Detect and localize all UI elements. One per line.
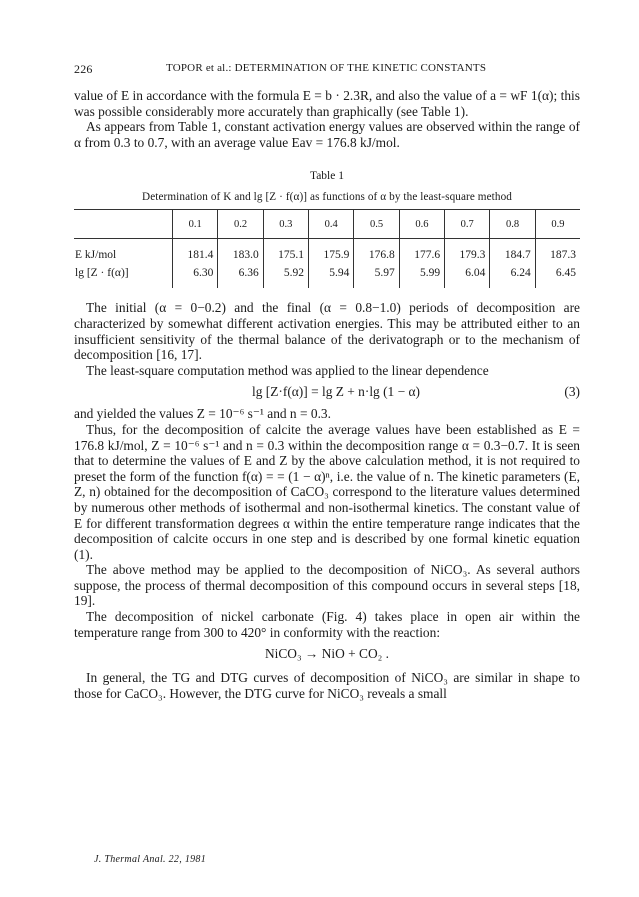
table-cell: 175.9: [309, 239, 354, 265]
table-header-row: [74, 210, 580, 239]
table-cell: 183.0: [218, 239, 263, 265]
equation-3: [74, 383, 580, 401]
table-title: Table 1: [309, 170, 344, 183]
paragraph-9: In general, the TG and DTG curves of decomposition of NiCO₃ are similar in shape to those for CaCO₃. However, the DTG curve for NiCO₃ reveals a small: [74, 670, 580, 701]
table-cell: 181.4: [173, 239, 218, 265]
reaction-equation: NiCO₃ → NiO + CO₂ .: [264, 646, 390, 662]
column-header: 0.8: [490, 210, 535, 239]
row-label: lg [Z · f(α)]: [75, 267, 129, 280]
equation-number: (3): [564, 384, 580, 400]
row-label: E kJ/mol: [75, 249, 117, 262]
table-cell: 187.3: [535, 239, 580, 265]
paragraph-2: As appears from Table 1, constant activation energy values are observed within the range of α from 0.3 to 0.7, with an average value Eav = 176.8 kJ/mol.: [74, 119, 580, 150]
column-header: 0.1: [173, 210, 218, 239]
journal-footer: J. Thermal Anal. 22, 1981: [94, 854, 207, 865]
table-caption: Determination of K and lg [Z · f(α)] as functions of α by the least-square method: [142, 191, 512, 204]
table-cell: 6.30: [173, 264, 218, 288]
table-cell: 5.92: [263, 264, 308, 288]
table-cell: 6.36: [218, 264, 263, 288]
table-row: [74, 239, 580, 265]
table-cell: 6.24: [490, 264, 535, 288]
journal-page: [74, 62, 580, 701]
paragraph-7: The above method may be applied to the decomposition of NiCO₃. As several authors suppose, the process of thermal decomposition of this compound occurs in several steps [18, 19].: [74, 562, 580, 609]
table-cell: 6.45: [535, 264, 580, 288]
paragraph-6: Thus, for the decomposition of calcite the average values have been established as E = 176.8 kJ/mol, Z = 10⁻⁶ s⁻¹ and n = 0.3 within the decomposition range α = 0.3−0.7. It is seen that to determine the values of E and Z by the above calculation method, it is not required to preset the form of the function f(α) = = (1 − α)ⁿ, i.e. the value of n. The kinetic parameters (E, Z, n) obtained for the decomposition of CaCO₃ correspond to the literature values determined by numerous other methods of isothermal and non-isothermal kinetics. The constant value of E for different transformation degrees α within the entire temperature range indicates that the decomposition of calcite occurs in one step and is described by one formal kinetic equation (1).: [74, 421, 580, 562]
table-cell: 176.8: [354, 239, 399, 265]
column-header: 0.2: [218, 210, 263, 239]
table-row: [74, 264, 580, 288]
page-number: 226: [74, 62, 93, 76]
table-cell: 184.7: [490, 239, 535, 265]
paragraph-3: The initial (α = 0−0.2) and the final (α = 0.8−1.0) periods of decomposition are characterized by somewhat different activation energies. This may be attributed either to an insufficient sensitivity of the thermal balance of the derivatograph or to the mechanism of decomposition [16, 17].: [74, 300, 580, 363]
data-table: [74, 209, 580, 288]
paragraph-5: and yielded the values Z = 10⁻⁶ s⁻¹ and n = 0.3.: [74, 406, 331, 422]
table-cell: 179.3: [445, 239, 490, 265]
table-header-corner: [74, 210, 173, 239]
table-cell: 5.94: [309, 264, 354, 288]
column-header: 0.9: [535, 210, 580, 239]
table-cell: 6.04: [445, 264, 490, 288]
column-header: 0.4: [309, 210, 354, 239]
table-cell: 5.99: [399, 264, 444, 288]
table-cell: 177.6: [399, 239, 444, 265]
running-header: [74, 62, 580, 78]
column-header: 0.3: [263, 210, 308, 239]
table-cell: 5.97: [354, 264, 399, 288]
column-header: 0.7: [445, 210, 490, 239]
running-title: TOPOR et al.: DETERMINATION OF THE KINETIC CONSTANTS: [166, 62, 487, 74]
paragraph-1: value of E in accordance with the formula E = b · 2.3R, and also the value of a = wF 1(α); this was possible considerably more accurately than graphically (see Table 1).: [74, 88, 580, 119]
table-cell: 175.1: [263, 239, 308, 265]
paragraph-4: The least-square computation method was applied to the linear dependence: [86, 362, 489, 378]
paragraph-8: The decomposition of nickel carbonate (Fig. 4) takes place in open air within the temperature range from 300 to 420° in conformity with the reaction:: [74, 609, 580, 640]
equation-text: lg [Z·f(α)] = lg Z + n·lg (1 − α): [252, 384, 420, 400]
column-header: 0.5: [354, 210, 399, 239]
column-header: 0.6: [399, 210, 444, 239]
